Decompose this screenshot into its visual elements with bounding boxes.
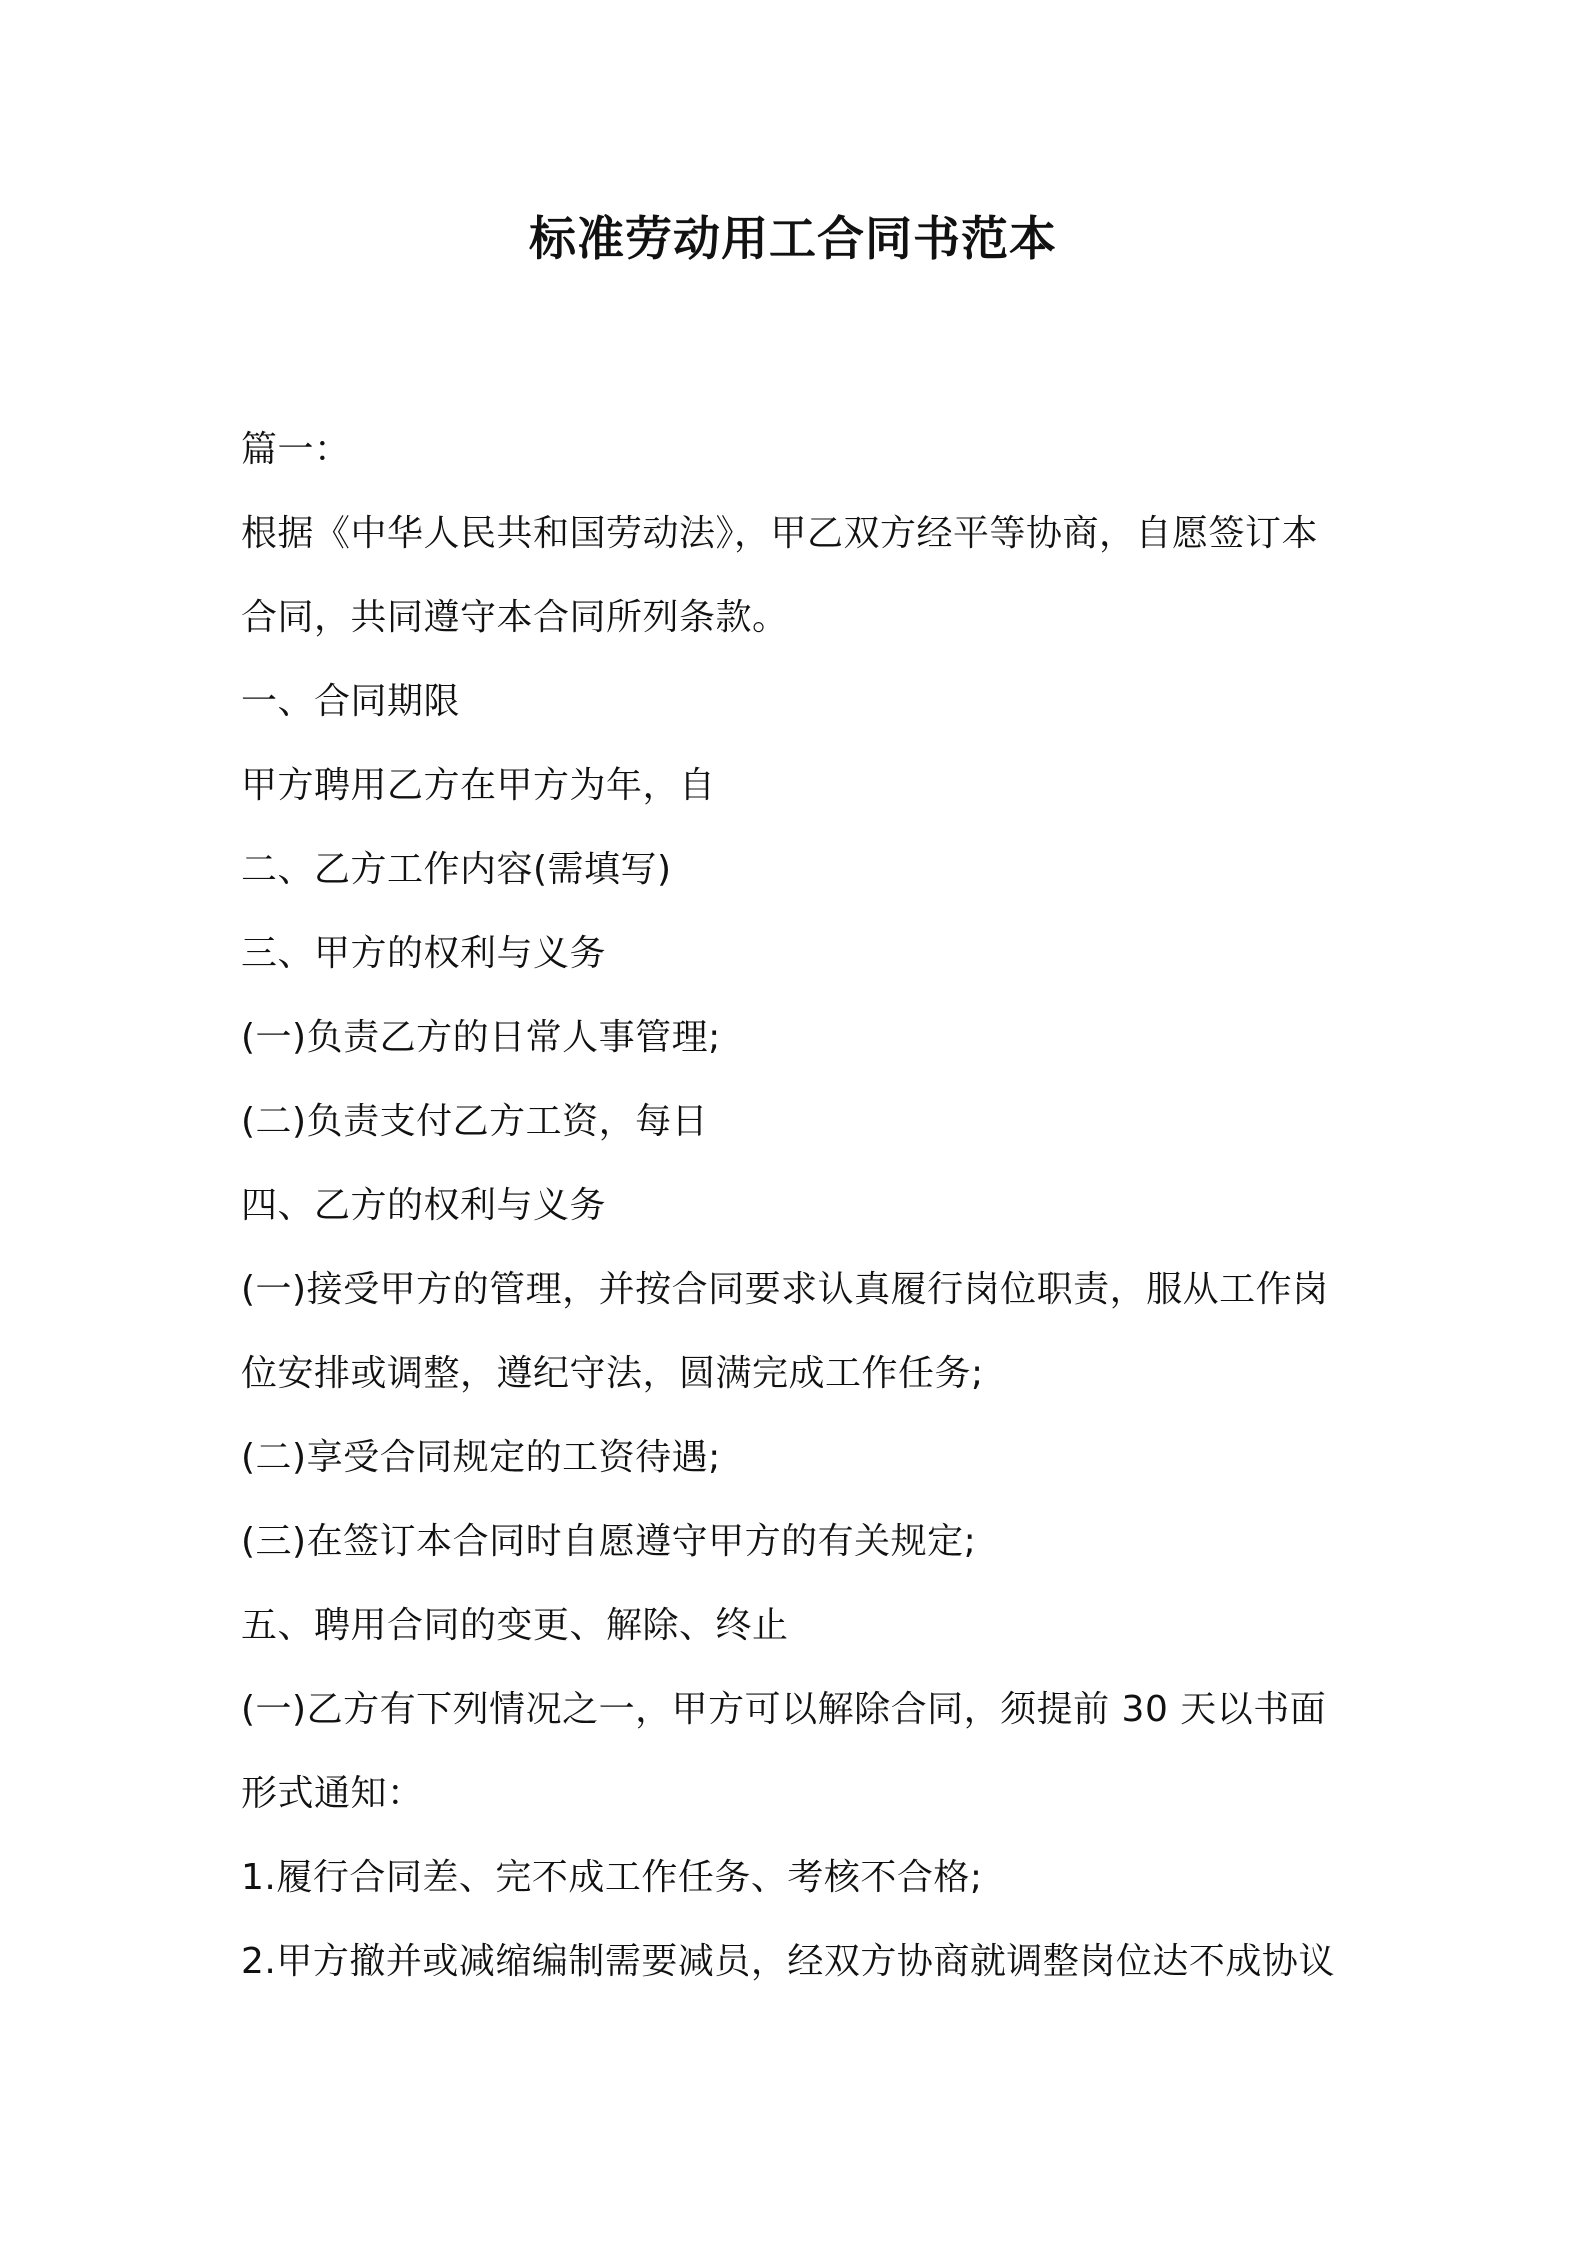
clause-heading-contract-changes: 五、聘用合同的变更、解除、终止 [241,1605,789,1646]
section-heading-part-one: 篇一： [241,429,351,470]
clause-heading-contract-term: 一、合同期限 [241,681,461,722]
sub-clause-line: (二)享受合同规定的工资待遇; [241,1437,721,1478]
sub-clause-line: (一)乙方有下列情况之一，甲方可以解除合同，须提前 30 天以书面 [241,1689,1327,1730]
paragraph-line: 甲方聘用乙方在甲方为年，自 [241,765,716,806]
paragraph-line: 根据《中华人民共和国劳动法》，甲乙双方经平等协商，自愿签订本 [241,513,1319,554]
paragraph-line: 形式通知： [241,1773,424,1814]
paragraph-line: 合同，共同遵守本合同所列条款。 [241,597,789,638]
list-item: 1.履行合同差、完不成工作任务、考核不合格; [241,1857,983,1898]
paragraph-line: 位安排或调整，遵纪守法，圆满完成工作任务; [241,1353,984,1394]
clause-heading-party-b-rights: 四、乙方的权利与义务 [241,1185,607,1226]
document-title: 标准劳动用工合同书范本 [529,212,1057,267]
sub-clause-line: (三)在签订本合同时自愿遵守甲方的有关规定; [241,1521,977,1562]
clause-heading-party-a-rights: 三、甲方的权利与义务 [241,933,607,974]
clause-heading-work-content: 二、乙方工作内容(需填写) [241,849,672,890]
document-body [241,408,1361,2004]
sub-clause-line: (一)接受甲方的管理，并按合同要求认真履行岗位职责，服从工作岗 [241,1269,1329,1310]
sub-clause-line: (一)负责乙方的日常人事管理; [241,1017,721,1058]
list-item: 2.甲方撤并或减缩编制需要减员，经双方协商就调整岗位达不成协议 [241,1941,1335,1982]
sub-clause-line: (二)负责支付乙方工资，每日 [241,1101,709,1142]
